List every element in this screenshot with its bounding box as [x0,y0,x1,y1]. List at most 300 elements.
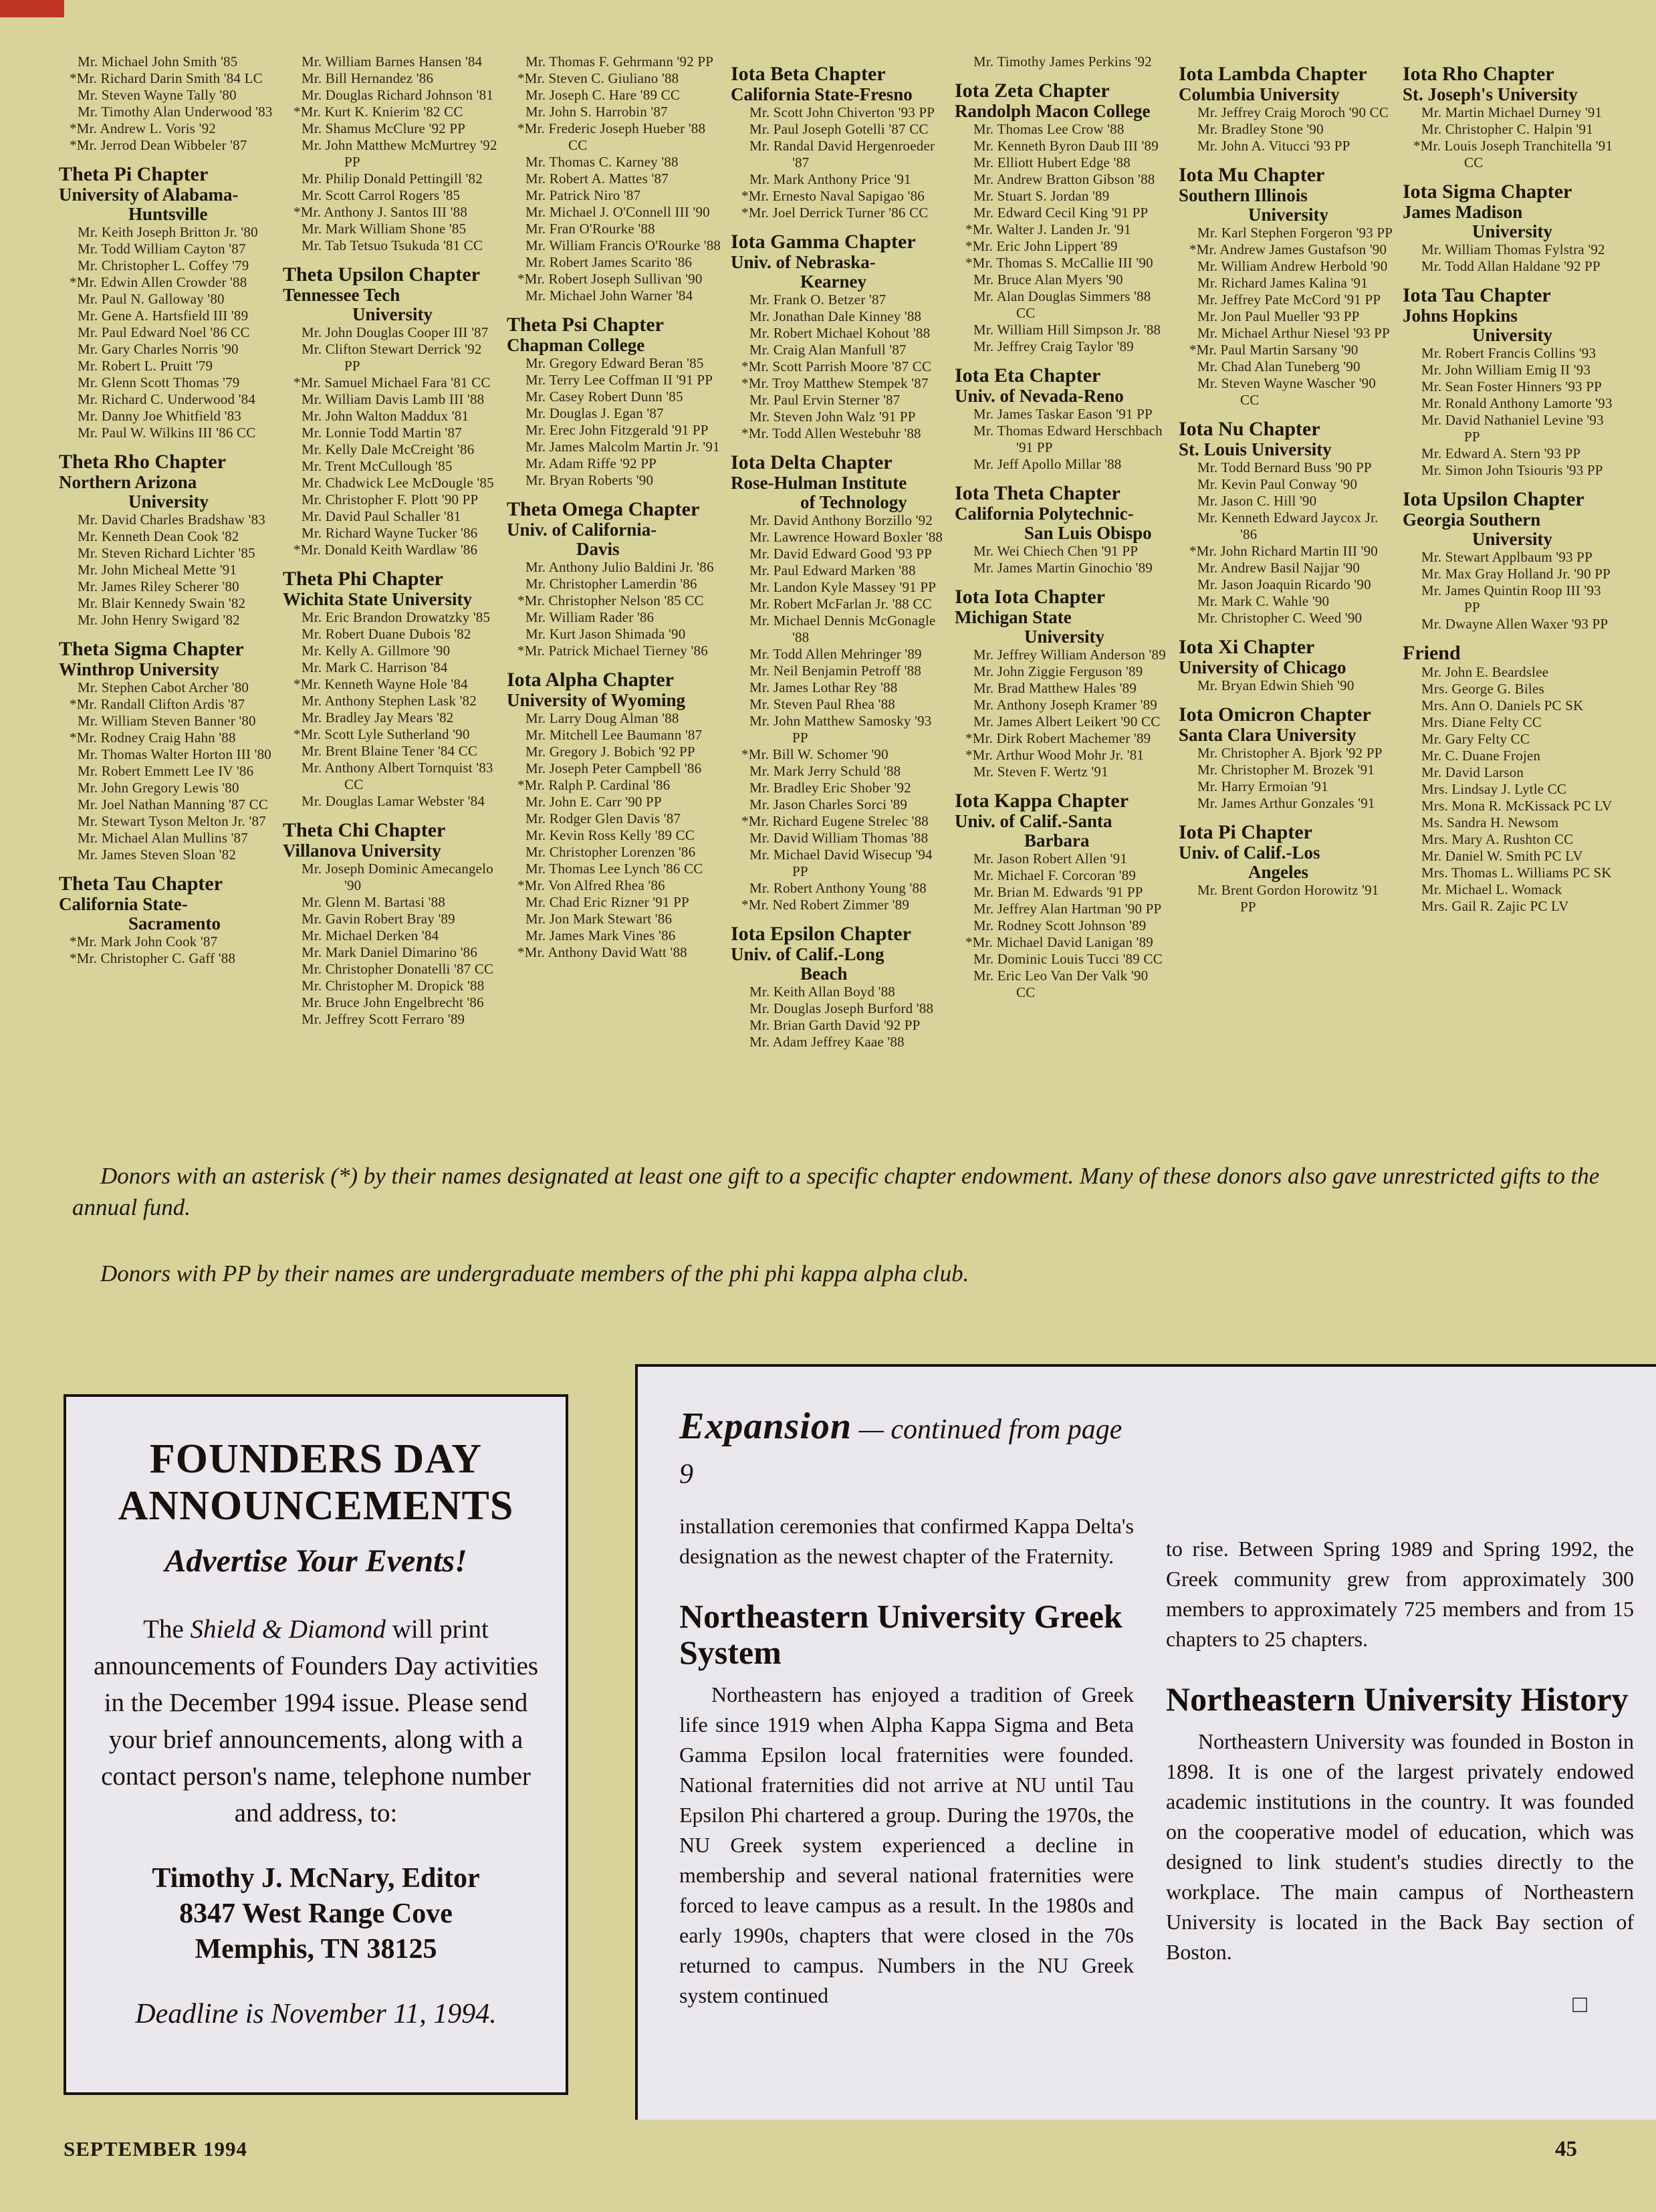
donor-name: Mr. Jeffrey Scott Ferraro '89 [302,1011,465,1027]
donor-name: Mr. Mark Jerry Schuld '88 [749,763,901,779]
donor-name: Mr. Christopher Lorenzen '86 [525,844,696,860]
donor-name: Mr. Michael Dennis McGonagle '88 [749,613,936,645]
donor-name: Mr. Robert McFarlan Jr. '88 CC [749,596,932,612]
donor-name: Mr. Eric Brandon Drowatzky '85 [302,609,491,625]
donor-name: Mr. Robert Michael Kohout '88 [749,325,931,341]
donor-name: *Mr. Anthony David Watt '88 [517,944,687,960]
donor-name: Mr. John E. Beardslee [1421,664,1549,680]
donor-name: Mr. Jonathan Dale Kinney '88 [749,308,922,324]
donor-name: Mr. John Walton Maddux '81 [302,408,469,424]
chapter-heading: Iota Pi Chapter [1179,821,1312,843]
donor-name: Ms. Sandra H. Newsom [1421,814,1559,831]
chapter-heading: Iota Theta Chapter [955,482,1120,504]
donor-name: Mr. Elliott Hubert Edge '88 [973,154,1131,171]
donor-name: Mr. Michael F. Corcoran '89 [973,867,1137,883]
donor-name: *Mr. Mark John Cook '87 [70,933,218,950]
chapter-school: Sacramento [128,913,221,933]
founders-deadline: Deadline is November 11, 1994. [135,1999,497,2029]
chapter-heading: Iota Zeta Chapter [955,80,1110,102]
chapter-school: Southern Illinois [1179,185,1308,205]
donor-name: Mr. Glenn M. Bartasi '88 [302,894,446,910]
donor-name: Mr. Christopher L. Coffey '79 [78,257,249,273]
donor-name: Mr. Michael John Warner '84 [525,288,693,304]
chapter-heading: Theta Tau Chapter [59,873,223,895]
donor-name: Mr. Todd Bernard Buss '90 PP [1197,459,1372,475]
chapter-heading: Iota Tau Chapter [1403,284,1551,306]
donor-name: Mr. Eric Leo Van Der Valk '90 CC [973,968,1149,1000]
donor-name: Mr. James Steven Sloan '82 [78,847,237,863]
donor-name: Mrs. Lindsay J. Lytle CC [1421,781,1567,797]
donor-name: *Mr. Dirk Robert Machemer '89 [965,730,1151,746]
donor-name: Mr. Paul Edward Noel '86 CC [78,324,250,340]
donor-name: Mr. Jeffrey Alan Hartman '90 PP [973,901,1162,917]
chapter-school: Davis [576,539,620,559]
founders-day-box [64,1394,568,2095]
donor-name: Mr. Stuart S. Jordan '89 [973,188,1110,204]
donor-name: Mr. Todd Allan Haldane '92 PP [1421,258,1601,274]
donor-name: Mr. John Micheal Mette '91 [78,562,237,578]
donor-name: Mr. Bradley Eric Shober '92 [749,780,911,796]
donor-name: Mr. Rodger Glen Davis '87 [525,810,681,826]
donor-name: Mr. Stewart Tyson Melton Jr. '87 [78,813,266,829]
donor-name: *Mr. Richard Darin Smith '84 LC [70,70,263,86]
donor-name: Mr. Bradley Jay Mears '82 [302,709,454,726]
expansion-right-column [1166,1534,1634,2018]
donor-name: Mr. Keith Allan Boyd '88 [749,984,895,1000]
continuation-paragraph: to rise. Between Spring 1989 and Spring 1992, the Greek community grew from approximately 300 members to approximately 725 members and from 15 chapters to 25 chapters. [1166,1537,1634,1651]
donor-name: Mr. David Edward Good '93 PP [749,546,933,562]
donor-name: Mr. Bruce Alan Myers '90 [973,271,1123,288]
donor-name: Mr. Steven Wayne Tally '80 [78,87,237,103]
page-corner-bleed [0,0,64,17]
donor-name: Mr. Bradley Stone '90 [1197,121,1324,137]
donor-name: Mr. Kenneth Byron Daub III '89 [973,138,1159,154]
donor-name: Mr. Michael J. O'Connell III '90 [525,204,710,220]
donor-name: Mr. William Andrew Herbold '90 [1197,258,1388,274]
chapter-school: Huntsville [128,204,208,224]
donor-name: Mr. Joseph C. Hare '89 CC [525,87,681,103]
donor-name: Mr. Jon Mark Stewart '86 [525,911,673,927]
donor-name: Mr. Michael Arthur Niesel '93 PP [1197,325,1390,341]
chapter-school: Rose-Hulman Institute [731,473,907,493]
donor-name: Mr. Douglas J. Egan '87 [525,405,664,421]
donor-name: Mr. Steven Paul Rhea '88 [749,696,895,712]
chapter-school: St. Louis University [1179,439,1332,459]
donor-name: Mr. Blair Kennedy Swain '82 [78,595,246,611]
chapter-heading: Theta Chi Chapter [283,819,446,841]
chapter-school: Univ. of Nebraska- [731,252,876,272]
donor-name: Mr. Neil Benjamin Petroff '88 [749,663,922,679]
greek-system-paragraph: Northeastern has enjoyed a tradition of Greek life since 1919 when Alpha Kappa Sigma and Beta Gamma Epsilon local fraternities were founded. National fraternities did not arrive at NU until Tau Epsilon Phi chartered a group. During the 1970s, the NU Greek system experienced a decline in membership and several national fraternities were forced to leave campus as a result. In the 1980s and early 1990s, chapters that were closed in the 70s returned to campus. Numbers in the NU Greek system continued [679,1682,1134,2007]
donor-name: Mr. Robert Anthony Young '88 [749,880,927,896]
greek-system-heading: Northeastern University Greek System [679,1597,1122,1671]
donor-name: Mr. James Albert Leikert '90 CC [973,713,1161,730]
donor-name: Mr. Anthony Stephen Lask '82 [302,693,477,709]
chapter-school: University [352,304,433,324]
founders-body-italic: Shield & Diamond [190,1615,386,1644]
chapter-school: University [128,491,209,512]
donor-name: Mr. Michael David Wisecup '94 PP [749,847,933,879]
donor-name: Mr. William Steven Banner '80 [78,713,256,729]
donor-name: Mr. Daniel W. Smith PC LV [1421,848,1583,864]
donor-name: Mrs. George G. Biles [1421,681,1544,697]
donor-column-2 [283,53,497,1123]
founders-title-line2: ANNOUNCEMENTS [118,1483,514,1529]
donor-name: Mr. Kevin Ross Kelly '89 CC [525,827,695,843]
chapter-school: Angeles [1248,862,1308,882]
donor-name: *Mr. Kenneth Wayne Hole '84 [293,676,468,692]
founders-address-line1: Timothy J. McNary, Editor [152,1863,480,1894]
donor-name: Mr. Adam Jeffrey Kaae '88 [749,1034,905,1050]
donor-name: Mr. Alan Douglas Simmers '88 CC [973,288,1151,321]
donor-name: Mr. Jon Paul Mueller '93 PP [1197,308,1360,324]
donor-name: Mr. Christopher A. Bjork '92 PP [1197,745,1383,761]
chapter-school: of Technology [800,492,907,512]
chapter-school: Georgia Southern [1403,510,1541,530]
donor-name: Mr. Jeffrey Craig Taylor '89 [973,338,1134,354]
donor-name: Mr. Joel Nathan Manning '87 CC [78,796,269,812]
donor-name: Mr. Steven Wayne Wascher '90 CC [1197,375,1377,408]
chapter-school: Univ. of Calif.-Santa [955,811,1112,831]
donor-name: Mr. David Larson [1421,764,1524,780]
donor-name: Mr. Anthony Joseph Kramer '89 [973,697,1157,713]
donor-name: *Mr. Eric John Lippert '89 [965,238,1118,254]
donor-name: Mr. John Douglas Cooper III '87 [302,324,489,340]
donor-column-4 [731,53,945,1123]
donor-name: *Mr. Joel Derrick Turner '86 CC [741,205,929,221]
donor-name: Mrs. Diane Felty CC [1421,714,1542,730]
chapter-heading: Theta Sigma Chapter [59,638,244,660]
donor-name: Mr. Joseph Dominic Amecangelo '90 [302,861,493,893]
donor-name: Mr. Erec John Fitzgerald '91 PP [525,422,709,438]
donor-name: Mr. James Taskar Eason '91 PP [973,406,1153,422]
donor-name: Mr. Brent Gordon Horowitz '91 PP [1197,882,1379,915]
donor-name: Mr. Kevin Paul Conway '90 [1197,476,1358,492]
donor-name: Mr. Adam Riffe '92 PP [525,455,657,471]
donor-name: *Mr. Frederic Joseph Hueber '88 CC [517,120,706,153]
chapter-heading: Iota Lambda Chapter [1179,63,1367,85]
donor-name: Mr. Paul W. Wilkins III '86 CC [78,425,256,441]
donor-name: Mr. Kenneth Edward Jaycox Jr. '86 [1197,510,1379,542]
donor-name: Mr. James Riley Scherer '80 [78,578,239,594]
donor-name: *Mr. Scott Lyle Sutherland '90 [293,726,470,742]
donor-name: *Mr. Bill W. Schomer '90 [741,746,889,762]
chapter-heading: Iota Eta Chapter [955,364,1101,386]
donor-name: *Mr. Ernesto Naval Sapigao '86 [741,188,925,204]
donor-notes [72,1160,1603,1324]
donor-name: Mr. Joseph Peter Campbell '86 [525,760,702,776]
donor-name: Mr. Steven John Walz '91 PP [749,409,916,425]
chapter-heading: Iota Iota Chapter [955,586,1105,608]
donor-name: Mr. Todd Allen Mehringer '89 [749,646,922,662]
donor-name: Mr. Scott Carrol Rogers '85 [302,187,461,203]
chapter-school: San Luis Obispo [1024,523,1152,543]
donor-name: Mr. Christopher M. Dropick '88 [302,978,485,994]
donor-name: Mr. Christopher C. Halpin '91 [1421,121,1593,137]
chapter-school: James Madison [1403,202,1523,222]
donor-name: *Mr. Arthur Wood Mohr Jr. '81 [965,747,1145,763]
donor-name: Mr. Thomas Edward Herschbach '91 PP [973,423,1163,455]
donor-name: Mr. Paul N. Galloway '80 [78,291,225,307]
chapter-heading: Iota Alpha Chapter [507,669,675,691]
donor-name: Mr. Douglas Joseph Burford '88 [749,1000,934,1016]
donor-name: Mr. Lawrence Howard Boxler '88 [749,529,943,545]
donor-column-7 [1403,53,1617,1123]
donor-name: Mr. William Francis O'Rourke '88 [525,237,721,253]
donor-name: Mr. Casey Robert Dunn '85 [525,389,683,405]
donor-name: Mr. Jason C. Hill '90 [1197,493,1317,509]
donor-name: Mr. Kenneth Dean Cook '82 [78,528,239,544]
donor-name: Mr. Timothy Alan Underwood '83 [78,104,273,120]
donor-name: Mr. James Martin Ginochio '89 [973,560,1153,576]
chapter-heading: Theta Pi Chapter [59,163,209,185]
donor-name: *Mr. John Richard Martin III '90 [1189,543,1378,559]
donor-name: Mr. Simon John Tsiouris '93 PP [1421,462,1603,478]
chapter-heading: Theta Upsilon Chapter [283,263,481,286]
donor-name: Mr. Scott John Chiverton '93 PP [749,104,935,120]
chapter-heading: Iota Xi Chapter [1179,636,1315,658]
chapter-school: Randolph Macon College [955,101,1151,121]
donor-name: *Mr. Christopher Nelson '85 CC [517,592,704,609]
donor-name: *Mr. Robert Joseph Sullivan '90 [517,271,703,287]
donor-name: Mr. Thomas Lee Crow '88 [973,121,1125,137]
donor-name: Mr. Robert Duane Dubois '82 [302,626,471,642]
donor-name: *Mr. Kurt K. Knierim '82 CC [293,104,463,120]
donor-name: Mr. Chad Alan Tuneberg '90 [1197,358,1361,374]
donor-name: Mr. William Rader '86 [525,609,655,625]
donor-name: Mr. Trent McCullough '85 [302,458,453,474]
donor-name: Mr. Randal David Hergenroeder '87 [749,138,935,171]
donor-name: Mr. Landon Kyle Massey '91 PP [749,579,937,595]
donor-name: Mr. Paul Edward Marken '88 [749,562,916,578]
donor-name: Mr. William Barnes Hansen '84 [302,53,483,70]
donor-name: Mr. David William Thomas '88 [749,830,929,846]
donor-name: Mr. Dwayne Allen Waxer '93 PP [1421,616,1609,632]
donor-name: Mr. Jason Robert Allen '91 [973,851,1128,867]
chapter-school: Univ. of California- [507,520,657,540]
donor-name: Mr. Jeffrey Craig Moroch '90 CC [1197,104,1389,120]
donor-name: Mr. Gregory J. Bobich '92 PP [525,744,695,760]
chapter-heading: Iota Mu Chapter [1179,164,1325,186]
chapter-school: Winthrop University [59,659,219,679]
donor-name: Mr. Larry Doug Alman '88 [525,710,679,726]
donor-name: Mr. Thomas C. Karney '88 [525,154,679,170]
donor-name: Mr. Mark Daniel Dimarino '86 [302,944,478,960]
donor-name: Mr. Thomas Lee Lynch '86 CC [525,861,703,877]
donor-name: Mr. Andrew Basil Najjar '90 [1197,560,1361,576]
donor-name: Mr. Martin Michael Durney '91 [1421,104,1603,120]
chapter-heading: Iota Upsilon Chapter [1403,488,1584,510]
chapter-school: Barbara [1024,831,1090,851]
donor-name: Mr. James Mark Vines '86 [525,927,676,944]
donor-name: Mr. Jeffrey Pate McCord '91 PP [1197,292,1381,308]
donor-name: Mr. John E. Carr '90 PP [525,794,662,810]
donor-name: Mr. Christopher Lamerdin '86 [525,576,697,592]
donor-name: Mr. Christopher C. Weed '90 [1197,610,1363,626]
donor-name: Mr. Michael Alan Mullins '87 [78,830,248,846]
donor-name: Mr. Douglas Lamar Webster '84 [302,793,485,809]
donor-name: Mr. Philip Donald Pettingill '82 [302,171,483,187]
donor-name: Mr. Richard James Kalina '91 [1197,275,1368,291]
chapter-heading: Iota Kappa Chapter [955,790,1129,812]
donor-name: *Mr. Louis Joseph Tranchitella '91 CC [1413,138,1613,171]
founders-body-rest: will print announcements of Founders Day activities in the December 1994 issue. Please send your brief announcements, along with a contact person's name, telephone number and address, to: [94,1615,538,1828]
chapter-school: California State-Fresno [731,84,913,104]
donor-name: Mr. Steven Richard Lichter '85 [78,545,255,561]
chapter-school: Johns Hopkins [1403,306,1518,326]
donor-name: *Mr. Randall Clifton Ardis '87 [70,696,245,712]
donor-name: *Mr. Von Alfred Rhea '86 [517,877,665,893]
donor-name: Mr. Max Gray Holland Jr. '90 PP [1421,566,1611,582]
chapter-school: Chapman College [507,335,645,355]
donor-name: Mrs. Ann O. Daniels PC SK [1421,697,1584,713]
donor-name: Mr. Christopher Donatelli '87 CC [302,961,494,977]
donor-name: *Mr. Walter J. Landen Jr. '91 [965,221,1131,237]
donor-name: Mr. John William Emig II '93 [1421,362,1591,378]
donor-name: Mr. John Ziggie Ferguson '89 [973,663,1143,679]
donor-name: Mr. Mark C. Wahle '90 [1197,593,1330,609]
chapter-heading: Theta Psi Chapter [507,314,664,336]
chapter-school: Beach [800,964,848,984]
donor-name: *Mr. Patrick Michael Tierney '86 [517,643,708,659]
donor-name: Mr. Gary Felty CC [1421,731,1530,747]
founders-address-line3: Memphis, TN 38125 [195,1934,437,1965]
chapter-heading: Iota Delta Chapter [731,451,893,473]
donor-name: Mrs. Thomas L. Williams PC SK [1421,865,1612,881]
history-heading: Northeastern University History [1166,1680,1629,1718]
expansion-left-column [679,1406,1134,2011]
donor-name: Mr. Michael L. Womack [1421,881,1562,897]
founders-address-line2: 8347 West Range Cove [179,1898,453,1929]
donor-name: Mr. Gary Charles Norris '90 [78,341,239,357]
donor-name: Mrs. Gail R. Zajic PC LV [1421,898,1569,914]
chapter-school: Villanova University [283,841,441,861]
donor-name: Mr. Keith Joseph Britton Jr. '80 [78,224,258,240]
donor-name: Mr. Frank O. Betzer '87 [749,292,886,308]
donor-name: Mr. William Thomas Fylstra '92 [1421,241,1605,257]
donor-name: Mr. Edward A. Stern '93 PP [1421,445,1581,461]
donor-name: Mr. Fran O'Rourke '88 [525,221,655,237]
donor-name: Mr. Karl Stephen Forgeron '93 PP [1197,225,1393,241]
donor-name: Mr. James Arthur Gonzales '91 [1197,795,1375,811]
donor-name: Mr. Timothy James Perkins '92 [973,53,1152,70]
donor-name: Mr. Jeffrey William Anderson '89 [973,647,1166,663]
donor-name: *Mr. Andrew L. Voris '92 [70,120,216,136]
donor-name: Mr. John Matthew Samosky '93 PP [749,713,932,746]
donor-name: Mr. James Quintin Roop III '93 PP [1421,582,1601,615]
donor-list [59,53,1623,1123]
donor-name: Mr. Danny Joe Whitfield '83 [78,408,242,424]
founders-body [90,1611,542,1832]
donor-name: Mr. Michael John Smith '85 [78,53,238,70]
chapter-heading: Friend [1403,642,1461,664]
donor-name: Mr. Douglas Richard Johnson '81 [302,87,494,103]
donor-name: Mr. Chadwick Lee McDougle '85 [302,475,494,491]
donor-name: Mr. James Malcolm Martin Jr. '91 [525,439,720,455]
donor-name: Mr. Glenn Scott Thomas '79 [78,374,240,391]
donor-name: Mr. Chad Eric Rizner '91 PP [525,894,689,910]
chapter-school: University of Chicago [1179,657,1346,677]
donor-name: *Mr. Ned Robert Zimmer '89 [741,897,910,913]
donor-name: Mr. Christopher F. Plott '90 PP [302,491,479,508]
donor-name: Mr. Thomas F. Gehrmann '92 PP [525,53,714,70]
founders-address [90,1861,542,1967]
donor-name: Mr. Steven F. Wertz '91 [973,764,1108,780]
chapter-school: University [1472,221,1552,241]
donor-name: Mr. Mitchell Lee Baumann '87 [525,727,703,743]
article-end-mark: □ [1572,1991,1587,2017]
donor-name: *Mr. Rodney Craig Hahn '88 [70,730,236,746]
donor-name: Mr. Lonnie Todd Martin '87 [302,425,462,441]
chapter-heading: Theta Rho Chapter [59,451,227,473]
donor-name: Mr. David Paul Schaller '81 [302,508,461,524]
donor-name: Mr. Wei Chiech Chen '91 PP [973,543,1139,559]
chapter-school: Univ. of Calif.-Long [731,944,884,964]
chapter-school: University [1472,325,1552,345]
chapter-heading: Iota Epsilon Chapter [731,923,912,945]
donor-name: Mr. Bryan Roberts '90 [525,472,654,488]
donor-name: Mr. Mark William Shone '85 [302,221,467,237]
donor-name: Mr. Paul Ervin Sterner '87 [749,392,901,408]
chapter-heading: Iota Nu Chapter [1179,418,1320,440]
chapter-school: California State- [59,894,188,914]
donor-name: Mr. William Hill Simpson Jr. '88 [973,322,1161,338]
chapter-heading: Theta Omega Chapter [507,498,700,520]
donor-name: Mr. Kelly A. Gillmore '90 [302,643,451,659]
expansion-panel [635,1364,1656,2120]
donor-name: Mr. James Lothar Rey '88 [749,679,898,695]
donor-name: Mr. Shamus McClure '92 PP [302,120,466,136]
expansion-heading-title: Expansion [679,1406,852,1447]
donor-name: Mr. Brent Blaine Tener '84 CC [302,743,478,759]
donor-name: *Mr. Troy Matthew Stempek '87 [741,375,929,391]
chapter-heading: Iota Beta Chapter [731,63,886,85]
donor-name: *Mr. Christopher C. Gaff '88 [70,950,236,966]
donor-name: Mr. Brian M. Edwards '91 PP [973,884,1143,900]
donor-name: *Mr. Paul Martin Sarsany '90 [1189,342,1358,358]
donor-name: Mr. Paul Joseph Gotelli '87 CC [749,121,929,137]
donor-name: Mr. Ronald Anthony Lamorte '93 [1421,395,1613,411]
footer-issue-date: SEPTEMBER 1994 [64,2137,247,2161]
chapter-school: Kearney [800,271,866,292]
donor-column-1 [59,53,273,1123]
chapter-school: Columbia University [1179,84,1340,104]
donor-name: *Mr. Donald Keith Wardlaw '86 [293,542,478,558]
donor-name: Mr. David Nathaniel Levine '93 PP [1421,412,1604,445]
donor-name: Mr. Robert Francis Collins '93 [1421,345,1596,361]
chapter-school: Michigan State [955,607,1072,627]
donor-name: Mr. Mark Anthony Price '91 [749,171,911,187]
donor-name: Mr. Richard C. Underwood '84 [78,391,256,407]
donor-name: Mr. Rodney Scott Johnson '89 [973,917,1147,933]
chapter-school: University [1472,529,1552,549]
chapter-school: University of Alabama- [59,185,239,205]
donor-name: Mr. Todd William Cayton '87 [78,241,246,257]
donor-name: *Mr. Andrew James Gustafson '90 [1189,241,1387,257]
donor-name: Mr. Tab Tetsuo Tsukuda '81 CC [302,237,483,253]
donor-name: *Mr. Michael David Lanigan '89 [965,934,1153,950]
donor-name: Mr. Stewart Applbaum '93 PP [1421,549,1592,565]
history-paragraph: Northeastern University was founded in Boston in 1898. It is one of the largest privately endowed academic institutions in the country. It was founded on the cooperative model of education, which was designed to link student's studies directly to the workplace. The main campus of Northeastern University is located in the Back Bay section of Boston. [1166,1729,1634,1964]
donor-name: Mr. Kurt Jason Shimada '90 [525,626,686,642]
donor-name: Mr. John A. Vitucci '93 PP [1197,138,1350,154]
donor-name: Mr. Edward Cecil King '91 PP [973,205,1149,221]
expansion-paragraph: installation ceremonies that confirmed Kappa Delta's designation as the newest chapter of the Fraternity. [679,1514,1134,1568]
donor-column-3 [507,53,721,1123]
donor-name: *Mr. Todd Allen Westebuhr '88 [741,425,921,441]
donor-name: Mr. Mark C. Harrison '84 [302,659,448,675]
chapter-school: Northern Arizona [59,472,197,492]
